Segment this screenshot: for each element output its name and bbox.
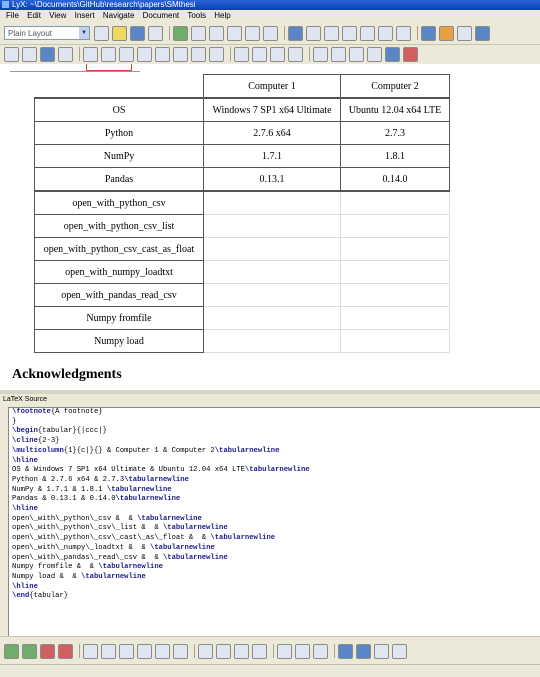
table-row — [35, 168, 450, 192]
print-icon[interactable] — [148, 26, 163, 41]
outline-icon[interactable] — [40, 47, 55, 62]
new-icon[interactable] — [94, 26, 109, 41]
reference-icon[interactable] — [155, 47, 170, 62]
source-text: Numpy fromfile & & — [12, 563, 99, 572]
document-editor[interactable] — [0, 64, 540, 390]
list-icon[interactable] — [234, 47, 249, 62]
align-right-icon[interactable] — [234, 644, 249, 659]
source-text: {tabular}{|ccc|} — [37, 427, 107, 436]
latex-command: \tabularnewline — [137, 514, 202, 523]
chevron-down-icon[interactable]: ▼ — [79, 27, 89, 39]
menu-bar — [0, 10, 540, 22]
toolbar-separator — [309, 47, 310, 61]
paragraph-layout-select[interactable] — [4, 26, 90, 40]
section-heading[interactable]: Acknowledgments — [12, 367, 122, 382]
latex-command: \tabularnewline — [124, 475, 189, 484]
source-line[interactable] — [9, 495, 540, 505]
table-cell[interactable]: Pandas — [35, 168, 204, 192]
table-cell[interactable]: Ubuntu 12.04 x64 LTE — [341, 98, 450, 122]
source-text: {tabular} — [29, 592, 69, 601]
table-row — [35, 98, 450, 122]
latex-command: \tabularnewline — [106, 485, 172, 494]
toolbar-separator — [334, 644, 335, 658]
latex-command: \tabularnewline — [244, 466, 310, 475]
table-cell[interactable]: 2.7.3 — [341, 122, 450, 145]
view-icon[interactable] — [421, 26, 436, 41]
secondary-toolbar — [0, 44, 540, 65]
table-cell[interactable]: 0.13.1 — [204, 168, 341, 192]
source-text: Numpy load & & — [12, 572, 82, 581]
view-source-icon[interactable] — [22, 47, 37, 62]
table-row — [35, 145, 450, 168]
rotate-cell-icon[interactable] — [392, 644, 407, 659]
source-text: Pandas & 0.13.1 & 0.14.0 — [12, 495, 116, 504]
source-line[interactable] — [9, 457, 540, 467]
label-icon[interactable] — [137, 47, 152, 62]
source-text: OS & Windows 7 SP1 x64 Ultimate & Ubuntu 12.04 x64 LTE — [12, 466, 245, 475]
table-cell[interactable]: open_with_python_csv — [35, 191, 204, 215]
table-cell-empty — [35, 75, 204, 99]
source-line[interactable] — [9, 505, 540, 515]
table-row — [35, 261, 450, 284]
indent-icon[interactable] — [270, 47, 285, 62]
menu-view[interactable]: View — [49, 11, 67, 20]
partial-text-line — [10, 64, 140, 72]
find-icon[interactable] — [288, 26, 303, 41]
table-cell-empty[interactable] — [204, 191, 341, 215]
table-row — [35, 122, 450, 145]
insert-row-icon[interactable] — [4, 644, 19, 659]
latex-command: \tabularnewline — [81, 572, 146, 581]
table-header-cell[interactable]: Computer 2 — [341, 75, 450, 99]
window-title-bar — [0, 0, 540, 10]
source-text: {2-3} — [37, 437, 60, 446]
table-cell-empty[interactable] — [341, 261, 450, 284]
index-icon[interactable] — [191, 47, 206, 62]
border-outer-icon[interactable] — [155, 644, 170, 659]
table-cell-empty[interactable] — [204, 307, 341, 330]
toolbar-separator — [79, 644, 80, 658]
border-top-icon[interactable] — [83, 644, 98, 659]
enumerate-icon[interactable] — [252, 47, 267, 62]
source-text: open\_with\_pandas\_read\_csv & & — [12, 553, 163, 562]
menu-tools[interactable]: Tools — [187, 11, 207, 20]
source-text: open\_with\_python\_csv\_list & & — [12, 524, 163, 533]
toolbar-separator — [79, 47, 80, 61]
latex-command: \footnote — [12, 408, 51, 416]
source-line[interactable] — [9, 573, 540, 583]
toolbar-separator — [284, 26, 285, 40]
source-text: {1}{c|}{} & Computer 1 & Computer 2 — [63, 446, 215, 455]
emph-icon[interactable] — [101, 47, 116, 62]
toolbar-separator — [230, 47, 231, 61]
window-title: LyX: ~\Documents\GitHub\research\papers\SMthesi — [12, 0, 196, 9]
dvi-icon[interactable] — [457, 26, 472, 41]
pdf-icon[interactable] — [475, 26, 490, 41]
table-cell[interactable]: open_with_pandas_read_csv — [35, 284, 204, 307]
table-cell-empty[interactable] — [341, 215, 450, 238]
menu-insert[interactable]: Insert — [74, 11, 95, 20]
insert-column-icon[interactable] — [22, 644, 37, 659]
update-icon[interactable] — [439, 26, 454, 41]
table-cell[interactable]: Python — [35, 122, 204, 145]
paste-icon[interactable] — [263, 26, 278, 41]
source-text: open\_with\_python\_csv & & — [12, 514, 138, 523]
undo-icon[interactable] — [191, 26, 206, 41]
border-all-icon[interactable] — [173, 644, 188, 659]
source-line[interactable] — [9, 515, 540, 525]
border-bottom-icon[interactable] — [101, 644, 116, 659]
table-cell[interactable]: NumPy — [35, 145, 204, 168]
copy-icon[interactable] — [245, 26, 260, 41]
table-cell[interactable]: Numpy fromfile — [35, 307, 204, 330]
outdent-icon[interactable] — [288, 47, 303, 62]
table-cell-empty[interactable] — [204, 261, 341, 284]
latex-command: \tabularnewline — [98, 563, 163, 572]
menu-navigate[interactable]: Navigate — [102, 11, 135, 20]
table-row — [35, 330, 450, 353]
latex-source-text[interactable] — [8, 407, 540, 636]
save-icon[interactable] — [130, 26, 145, 41]
valign-bottom-icon[interactable] — [313, 644, 328, 659]
border-right-icon[interactable] — [137, 644, 152, 659]
menu-edit[interactable]: Edit — [27, 11, 41, 20]
source-line[interactable] — [9, 476, 540, 486]
source-panel-title: LaTeX Source — [3, 396, 47, 403]
latex-command: \cline — [12, 437, 38, 446]
latex-command: \hline — [12, 456, 38, 465]
delete-column-icon[interactable] — [58, 644, 73, 659]
latex-command: \tabularnewline — [210, 534, 276, 543]
source-text: } — [12, 417, 17, 426]
latex-command: \end — [12, 592, 30, 601]
delete-row-icon[interactable] — [40, 644, 55, 659]
latex-command: \tabularnewline — [162, 553, 228, 562]
menu-file[interactable]: File — [6, 11, 19, 20]
navigate-icon[interactable] — [58, 47, 73, 62]
change-tracking-icon[interactable] — [4, 47, 19, 62]
toolbar-separator — [169, 26, 170, 40]
table-cell[interactable]: open_with_python_csv_cast_as_float — [35, 238, 204, 261]
redo-icon[interactable] — [209, 26, 224, 41]
source-line[interactable] — [9, 544, 540, 554]
status-bar — [0, 664, 540, 677]
align-decimal-icon[interactable] — [252, 644, 267, 659]
table-cell-empty[interactable] — [341, 330, 450, 353]
table-icon[interactable] — [342, 26, 357, 41]
layout-select-value: Plain Layout — [8, 29, 53, 38]
selection-box — [86, 64, 132, 71]
toolbar-separator — [273, 644, 274, 658]
table-cell[interactable]: 0.14.0 — [341, 168, 450, 192]
source-line[interactable] — [9, 447, 540, 457]
source-line[interactable] — [9, 554, 540, 564]
open-icon[interactable] — [112, 26, 127, 41]
table-cell[interactable]: 1.7.1 — [204, 145, 341, 168]
table-row — [35, 75, 450, 99]
valign-top-icon[interactable] — [277, 644, 292, 659]
source-line[interactable] — [9, 563, 540, 573]
math-icon[interactable] — [324, 26, 339, 41]
source-line[interactable] — [9, 437, 540, 447]
latex-command: \tabularnewline — [150, 543, 215, 552]
table-row — [35, 191, 450, 215]
table-cell-empty[interactable] — [204, 238, 341, 261]
fraction-icon[interactable] — [349, 47, 364, 62]
source-text: open\_with\_python\_csv\_cast\_as\_float & & — [12, 534, 211, 543]
toolbar-separator — [194, 644, 195, 658]
source-text: NumPy & 1.7.1 & 1.8.1 — [12, 485, 107, 494]
url-icon[interactable] — [209, 47, 224, 62]
table-cell-empty[interactable] — [204, 215, 341, 238]
table-cell-empty[interactable] — [204, 330, 341, 353]
source-line[interactable] — [9, 408, 540, 418]
source-line[interactable] — [9, 466, 540, 476]
table-cell[interactable]: 2.7.6 x64 — [204, 122, 341, 145]
source-text: {A footnote} — [50, 408, 103, 416]
note-icon[interactable] — [396, 26, 411, 41]
latex-command: \hline — [12, 582, 38, 591]
table-toolbar — [0, 636, 540, 665]
border-left-icon[interactable] — [119, 644, 134, 659]
table-cell[interactable]: Numpy load — [35, 330, 204, 353]
latex-command: \begin — [12, 427, 38, 436]
table-cell[interactable]: Windows 7 SP1 x64 Ultimate — [204, 98, 341, 122]
table-row — [35, 307, 450, 330]
table-cell-empty[interactable] — [204, 284, 341, 307]
tex-icon[interactable] — [403, 47, 418, 62]
cut-icon[interactable] — [227, 26, 242, 41]
table-cell-empty[interactable] — [341, 284, 450, 307]
table-cell[interactable]: open_with_python_csv_list — [35, 215, 204, 238]
source-line[interactable] — [9, 418, 540, 428]
latex-command: \tabularnewline — [162, 524, 228, 533]
footnote-icon[interactable] — [378, 26, 393, 41]
source-text: Python & 2.7.6 x64 & 2.7.3 — [12, 475, 125, 484]
table-cell[interactable]: OS — [35, 98, 204, 122]
document-table[interactable] — [34, 74, 450, 353]
source-text: open\_with\_numpy\_loadtxt & & — [12, 543, 151, 552]
source-line[interactable] — [9, 524, 540, 534]
multicolumn-icon[interactable] — [338, 644, 353, 659]
spellcheck-icon[interactable] — [173, 26, 188, 41]
latex-command: \tabularnewline — [214, 446, 280, 455]
sqrt-icon[interactable] — [331, 47, 346, 62]
menu-help[interactable]: Help — [214, 11, 231, 20]
latex-command: \hline — [12, 505, 38, 514]
greek-icon[interactable] — [367, 47, 382, 62]
main-toolbar — [0, 22, 540, 45]
table-cell-empty[interactable] — [341, 191, 450, 215]
source-line[interactable] — [9, 427, 540, 437]
table-row — [35, 215, 450, 238]
zoom-icon[interactable] — [306, 26, 321, 41]
valign-middle-icon[interactable] — [295, 644, 310, 659]
source-line[interactable] — [9, 583, 540, 593]
multirow-icon[interactable] — [356, 644, 371, 659]
align-left-icon[interactable] — [198, 644, 213, 659]
lyx-app-icon — [2, 1, 9, 8]
table-cell[interactable]: open_with_numpy_loadtxt — [35, 261, 204, 284]
latex-command: \multicolumn — [12, 446, 64, 455]
table-row — [35, 284, 450, 307]
source-line[interactable] — [9, 592, 540, 602]
bold-icon[interactable] — [83, 47, 98, 62]
source-line[interactable] — [9, 534, 540, 544]
table-header-cell[interactable]: Computer 1 — [204, 75, 341, 99]
table-row — [35, 238, 450, 261]
table-cell-empty[interactable] — [341, 307, 450, 330]
figure-icon[interactable] — [360, 26, 375, 41]
table-cell-empty[interactable] — [341, 238, 450, 261]
latex-command: \tabularnewline — [115, 495, 181, 504]
menu-document[interactable]: Document — [142, 11, 180, 20]
align-center-icon[interactable] — [216, 644, 231, 659]
longtable-icon[interactable] — [374, 644, 389, 659]
table-cell[interactable]: 1.8.1 — [341, 145, 450, 168]
noun-icon[interactable] — [119, 47, 134, 62]
toolbar-separator — [417, 26, 418, 40]
matrix-icon[interactable] — [385, 47, 400, 62]
source-line[interactable] — [9, 486, 540, 496]
math-mode-icon[interactable] — [313, 47, 328, 62]
citation-icon[interactable] — [173, 47, 188, 62]
